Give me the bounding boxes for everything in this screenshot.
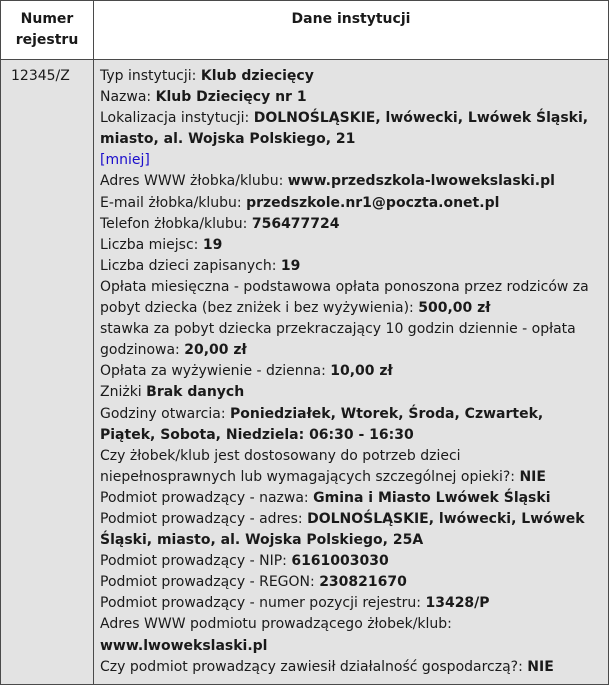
less-link-row	[100, 150, 600, 171]
field-value: NIE	[527, 658, 554, 675]
field-label: Lokalizacja instytucji:	[100, 110, 254, 127]
table-row	[1, 60, 609, 685]
show-less-link[interactable]: [mniej]	[100, 152, 150, 169]
field-name	[100, 87, 600, 108]
field-enrolled	[100, 256, 600, 277]
institution-details	[94, 60, 609, 685]
field-places	[100, 235, 600, 256]
field-label: Liczba miejsc:	[100, 236, 203, 253]
field-meal-fee	[100, 361, 600, 382]
field-value: Klub dziecięcy	[200, 68, 314, 84]
field-operator-registry-position	[100, 593, 600, 614]
field-value: 6161003030	[291, 553, 389, 570]
field-value: 10,00 zł	[330, 363, 393, 380]
field-label: Typ instytucji:	[100, 68, 201, 84]
field-value: Brak danych	[146, 384, 245, 401]
field-label: Czy żłobek/klub jest dostosowany do potrzeb dzieci niepełnosprawnych lub wymagających szczególnej opieki?:	[100, 447, 520, 485]
field-operator-address	[100, 509, 600, 551]
header-row	[1, 1, 609, 60]
field-hourly-rate	[100, 319, 600, 361]
field-value: Gmina i Miasto Lwówek Śląski	[313, 489, 551, 506]
field-label: Opłata miesięczna - podstawowa opłata ponoszona przez rodziców za pobyt dziecka (bez zniżek i bez wyżywienia):	[100, 278, 589, 317]
field-operator-www	[100, 614, 600, 656]
field-label: Nazwa:	[100, 89, 156, 106]
field-opening-hours	[100, 404, 600, 446]
field-value: NIE	[519, 468, 546, 485]
field-operator-suspended	[100, 657, 600, 678]
field-discounts	[100, 382, 600, 403]
field-value: 500,00 zł	[418, 300, 491, 317]
field-location	[100, 108, 600, 150]
field-value: DOLNOŚLĄSKIE, lwówecki, Lwówek Śląski, miasto, al. Wojska Polskiego, 25A	[100, 510, 585, 549]
field-label: Podmiot prowadzący - REGON:	[100, 574, 320, 591]
field-email	[100, 193, 600, 214]
registry-number: 12345/Z	[1, 60, 94, 685]
field-value: 19	[202, 236, 223, 253]
field-phone	[100, 214, 600, 235]
field-institution-type	[100, 66, 600, 87]
field-value: 756477724	[251, 215, 340, 232]
field-label: Podmiot prowadzący - numer pozycji rejestru:	[100, 595, 426, 612]
field-label: Godziny otwarcia:	[100, 405, 231, 422]
field-operator-name	[100, 488, 600, 509]
field-value: przedszkole.nr1@poczta.onet.pl	[246, 194, 500, 211]
field-label: Adres WWW podmiotu prowadzącego żłobek/klub:	[100, 616, 452, 633]
field-label: Adres WWW żłobka/klubu:	[100, 173, 288, 190]
field-monthly-fee	[100, 277, 600, 319]
field-label: stawka za pobyt dziecka przekraczający 10 godzin dziennie - opłata godzinowa:	[100, 321, 576, 359]
field-label: Telefon żłobka/klubu:	[100, 215, 252, 232]
field-label: Podmiot prowadzący - nazwa:	[100, 489, 314, 506]
field-label: Opłata za wyżywienie - dzienna:	[100, 363, 331, 380]
field-label: E-mail żłobka/klubu:	[100, 194, 247, 211]
field-label: Czy podmiot prowadzący zawiesił działalność gospodarczą?:	[100, 658, 528, 675]
field-www	[100, 171, 600, 192]
field-value: Poniedziałek, Wtorek, Środa, Czwartek, Piątek, Sobota, Niedziela: 06:30 - 16:30	[100, 405, 544, 443]
field-operator-regon	[100, 572, 600, 593]
field-value: 19	[280, 257, 301, 274]
field-value: Klub Dziecięcy nr 1	[155, 89, 307, 106]
field-label: Liczba dzieci zapisanych:	[100, 257, 281, 274]
field-value: DOLNOŚLĄSKIE, lwówecki, Lwówek Śląski, miasto, al. Wojska Polskiego, 21	[100, 110, 589, 148]
field-label: Zniżki	[100, 384, 147, 401]
field-value: 230821670	[319, 574, 407, 591]
field-value: 13428/P	[425, 595, 490, 612]
field-operator-nip	[100, 551, 600, 572]
field-value: www.przedszkola-lwowekslaski.pl	[287, 173, 555, 190]
field-value: www.lwowekslaski.pl	[100, 637, 268, 654]
field-accessibility	[100, 446, 600, 488]
field-value: 20,00 zł	[184, 342, 247, 359]
column-header-institution-data: Dane instytucji	[94, 1, 609, 60]
column-header-registry-number: Numer rejestru	[1, 1, 94, 60]
field-label: Podmiot prowadzący - NIP:	[100, 553, 292, 570]
field-label: Podmiot prowadzący - adres:	[100, 510, 308, 527]
